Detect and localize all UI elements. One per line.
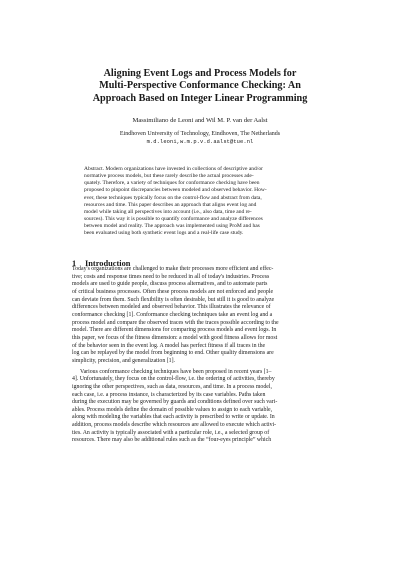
body-line: of critical business processes. Often these process models are not enforced and people	[72, 288, 274, 295]
abstract-line: normative process models, but these rarely describe the actual processes ade-	[84, 173, 254, 180]
body-line: can deviate from them. Such flexibility is often desirable, but still it is good to analyze	[72, 296, 275, 303]
authors: Massimiliano de Leoni and Wil M. P. van der Aalst	[132, 117, 268, 124]
body-line: along with modeling the variables that each activity is prescribed to write or update. In	[72, 414, 275, 421]
abstract-line: quately. Therefore, a variety of techniques for conformance checking have been	[84, 180, 260, 187]
abstract-line: model while taking all perspectives into account (i.e., also data, time and re-	[84, 208, 252, 215]
body-line: ables. Process models define the domain of possible values to assign to each variable,	[72, 406, 273, 413]
body-line: simplicity, precision, and generalization [1].	[72, 357, 175, 364]
body-line: resources. There may also be additional rules such as the “four-eyes principle” which	[72, 437, 272, 444]
body-line: each case, i.e. a process instance, is characterized by its case variables. Paths taken	[72, 391, 266, 398]
paper-title	[60, 68, 340, 105]
body-line: during the execution may be governed by guards and conditions defined over such vari-	[72, 399, 278, 406]
title-line: Aligning Event Logs and Process Models for	[103, 68, 297, 79]
body-line: ties. An activity is typically associated with a particular role, i.e., a selected group of	[72, 429, 270, 436]
body-line: log can be replayed by the model from beginning to end. Other quality dimensions are	[72, 350, 274, 357]
body-line: model. There are different dimensions for comparing process models and event logs. In	[72, 327, 277, 334]
body-line: of the behavior seen in the event log. A model has perfect fitness if all traces in the	[72, 342, 266, 349]
abstract-line: Abstract. Modern organizations have invested in collections of descriptive and/or	[84, 166, 263, 172]
body-line: process model and compare the observed traces with the traces possible according to the	[72, 319, 279, 326]
body-line: differences between modeled and observed behavior. This illustrates the relevance of	[72, 304, 271, 311]
abstract-line: proposed to pinpoint discrepancies between modeled and observed behavior. How-	[84, 187, 267, 194]
affiliation: Eindhoven University of Technology, Eindhoven, The Netherlands	[119, 131, 281, 137]
section-body	[72, 266, 334, 445]
body-line: Various conformance checking techniques have been proposed in recent years [1–	[80, 368, 272, 375]
abstract-line: resources and time. This paper describes an approach that aligns event log and	[84, 201, 257, 208]
body-line: models are used to guide people, discuss process alternatives, and to automate parts	[72, 281, 268, 288]
section-number: 1	[72, 258, 77, 268]
author-email: m.d.leoni,w.m.p.v.d.aalst@tue.nl	[146, 138, 254, 145]
abstract	[84, 166, 322, 238]
abstract-line: been evaluated using both synthetic event logs and a real-life case study.	[84, 230, 244, 237]
title-line: Approach Based on Integer Linear Programming	[92, 92, 308, 104]
abstract-line: between model and reality. The approach was implemented using ProM and has	[84, 223, 260, 230]
body-line: addition, process models describe which resources are allowed to execute which activi-	[72, 422, 277, 429]
body-line: 4]. Unfortunately, they focus on the control-flow, i.e. the ordering of activities, thereby	[72, 376, 275, 383]
body-line: this paper, we focus of the fitness dimension: a model with good fitness allows for most	[72, 334, 278, 341]
body-line: ignoring the other perspectives, such as data, resources, and time. In a process model,	[72, 383, 272, 390]
body-line: conformance checking [1]. Conformance checking techniques take an event log and a	[72, 311, 273, 318]
section-title: Introduction	[85, 258, 131, 268]
abstract-line: sources). This way it is possible to quantify conformance and analyze differences	[84, 216, 263, 223]
title-line: Multi-Perspective Conformance Checking: An	[99, 80, 301, 92]
abstract-line: ever, these techniques typically focus on the control-flow and abstract from data,	[84, 194, 262, 201]
body-line: Today's organizations are challenged to make their processes more efficient and effec-	[72, 266, 274, 272]
body-line: tive; costs and response times need to be reduced in all of today's industries. Process	[72, 273, 270, 280]
